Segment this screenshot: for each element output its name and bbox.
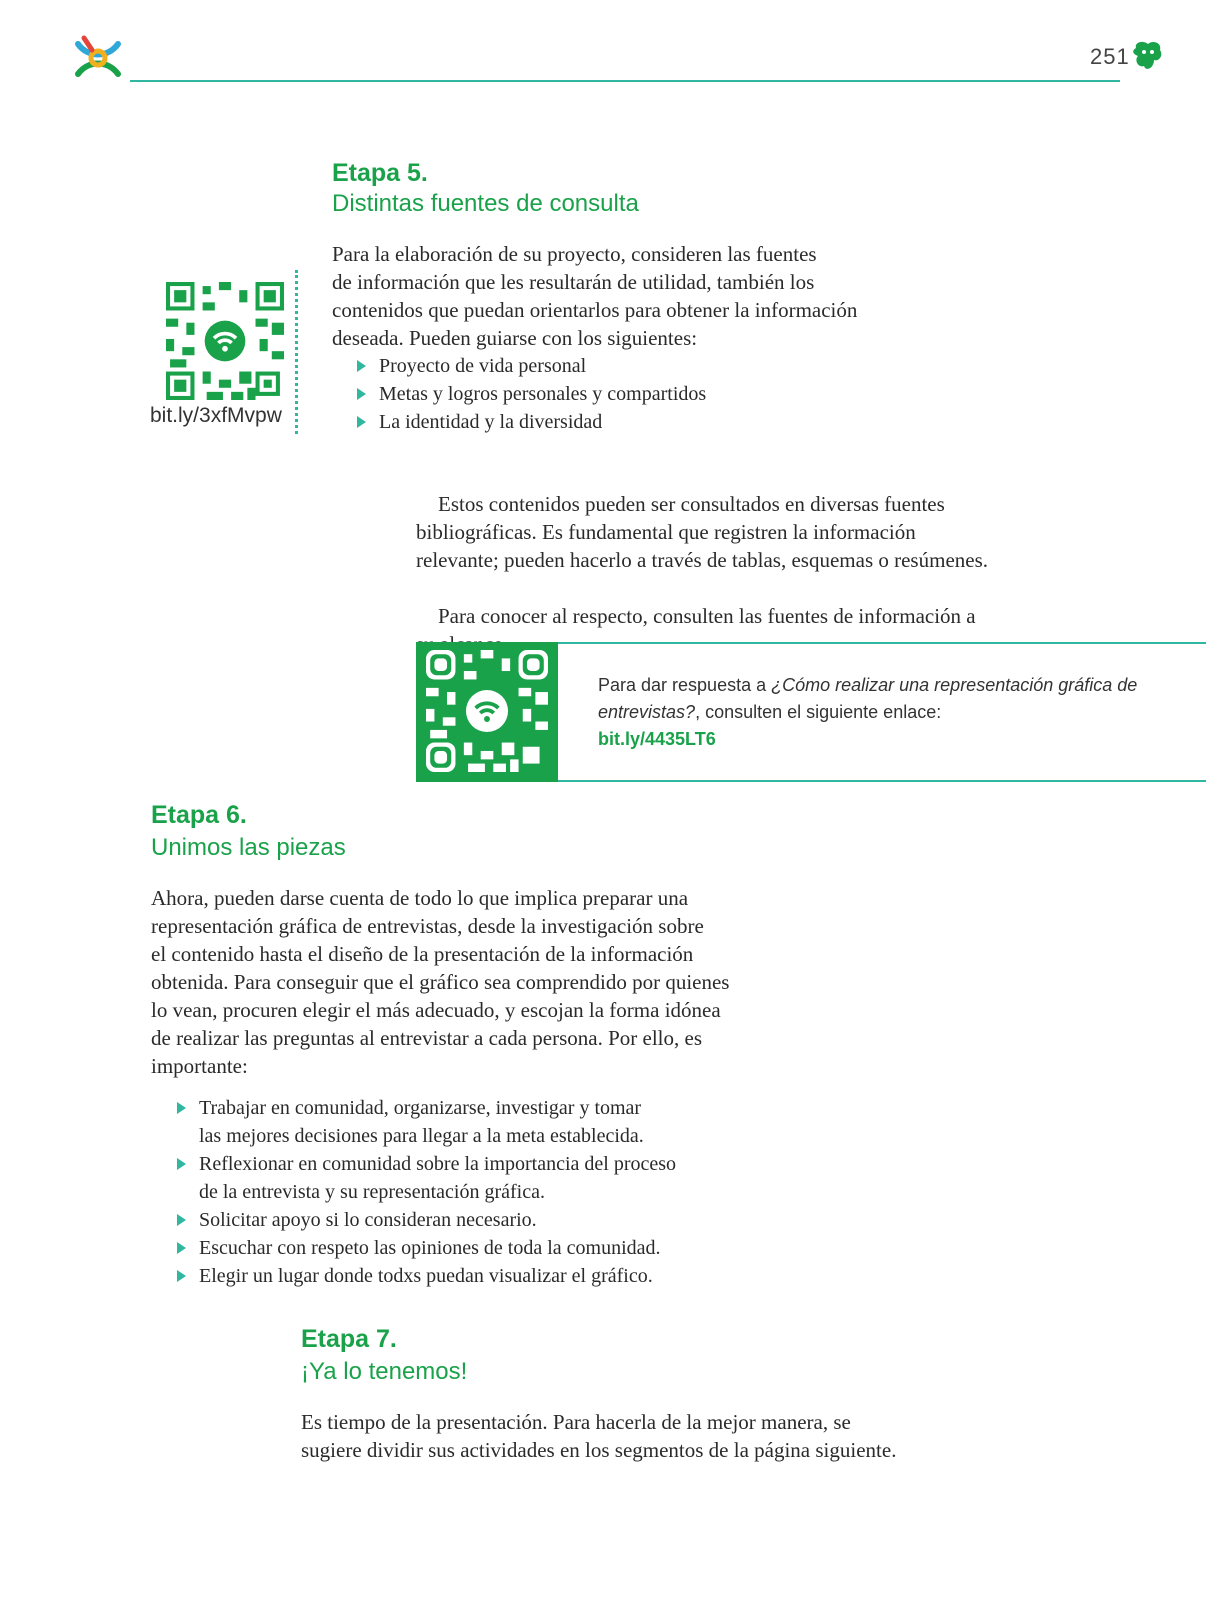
qr-code-icon	[426, 650, 548, 772]
bullet-text: Escuchar con respeto las opiniones de toda la comunidad.	[199, 1237, 661, 1259]
list-item	[175, 1150, 775, 1206]
bullet-triangle-icon	[177, 1102, 186, 1114]
bullet-text: Solicitar apoyo si lo consideran necesario.	[199, 1209, 537, 1231]
qr-link-text[interactable]: bit.ly/3xfMvpw	[150, 404, 282, 427]
bullet-text: Reflexionar en comunidad sobre la importancia del proceso de la entrevista y su representación gráfica.	[199, 1153, 677, 1203]
stage6-body: Ahora, pueden darse cuenta de todo lo que implica preparar una representación gráfica de entrevistas, desde la investigación sobre el contenido hasta el diseño de la presentación de la información obtenida. Para conseguir que el gráfico sea comprendido por quienes lo vean, procuren elegir el más adecuado, y escojan la forma idónea de realizar las preguntas al entrevistar a cada persona. Por ello, es importante:	[151, 886, 730, 1078]
header-rule	[130, 80, 1120, 82]
mascot-icon	[1130, 38, 1166, 74]
link-text-prefix: Para dar respuesta a	[598, 675, 772, 695]
bullet-text: Metas y logros personales y compartidos	[379, 383, 707, 405]
bullet-triangle-icon	[357, 360, 366, 372]
bullet-triangle-icon	[177, 1214, 186, 1226]
book-logo-icon	[70, 30, 126, 86]
bullet-triangle-icon	[357, 388, 366, 400]
page-number: 251	[1090, 44, 1130, 69]
stage5-subtitle: Distintas fuentes de consulta	[332, 190, 639, 217]
list-item	[355, 352, 915, 380]
link-text-suffix: , consulten el siguiente enlace:	[695, 702, 942, 722]
qr-code-icon	[166, 282, 284, 400]
stage7-subtitle: ¡Ya lo tenemos!	[301, 1358, 468, 1385]
bullet-triangle-icon	[177, 1242, 186, 1254]
qr-background	[416, 642, 558, 782]
stage5-bullet-list	[355, 352, 915, 436]
stage6-subtitle: Unimos las piezas	[151, 834, 346, 861]
stage5-title: Etapa 5.	[332, 159, 428, 187]
list-item	[175, 1234, 775, 1262]
link-text-question: ¿Cómo realizar una representación gráfica de entrevistas?	[598, 675, 1138, 722]
resource-link-text	[598, 672, 1158, 753]
list-item	[175, 1262, 775, 1290]
list-item	[175, 1094, 775, 1150]
stage6-title: Etapa 6.	[151, 801, 247, 829]
list-item	[355, 380, 915, 408]
bullet-triangle-icon	[177, 1270, 186, 1282]
stage5-paragraph-2: Para conocer al respecto, consulten las fuentes de información a	[438, 604, 976, 628]
stage7-body: Es tiempo de la presentación. Para hacerla de la mejor manera, se sugiere dividir sus actividades en los segmentos de la página siguiente.	[301, 1410, 897, 1462]
bullet-text: Trabajar en comunidad, organizarse, investigar y tomar las mejores decisiones para llegar a la meta establecida.	[199, 1097, 644, 1147]
bullet-text: La identidad y la diversidad	[379, 411, 603, 433]
resource-link-box	[416, 642, 1206, 782]
stage5-paragraph-1: Estos contenidos pueden ser consultados en diversas fuentes bibliográficas. Es fundamental que registren la información relevante; pueden hacerlo a través de tablas, esquemas o resúmenes.	[416, 492, 989, 572]
bullet-text: Proyecto de vida personal	[379, 355, 587, 377]
list-item	[355, 408, 915, 436]
bullet-triangle-icon	[177, 1158, 186, 1170]
resource-link[interactable]: bit.ly/4435LT6	[598, 729, 716, 749]
stage7-title: Etapa 7.	[301, 1325, 397, 1353]
stage5-intro: Para la elaboración de su proyecto, consideren las fuentes de información que les resultarán de utilidad, también los contenidos que puedan orientarlos para obtener la información deseada. Pueden guiarse con los siguientes:	[332, 242, 858, 350]
stage6-bullet-list	[175, 1094, 775, 1290]
list-item	[175, 1206, 775, 1234]
bullet-triangle-icon	[357, 416, 366, 428]
bullet-text: Elegir un lugar donde todxs puedan visualizar el gráfico.	[199, 1265, 653, 1287]
dotted-divider	[295, 270, 298, 434]
